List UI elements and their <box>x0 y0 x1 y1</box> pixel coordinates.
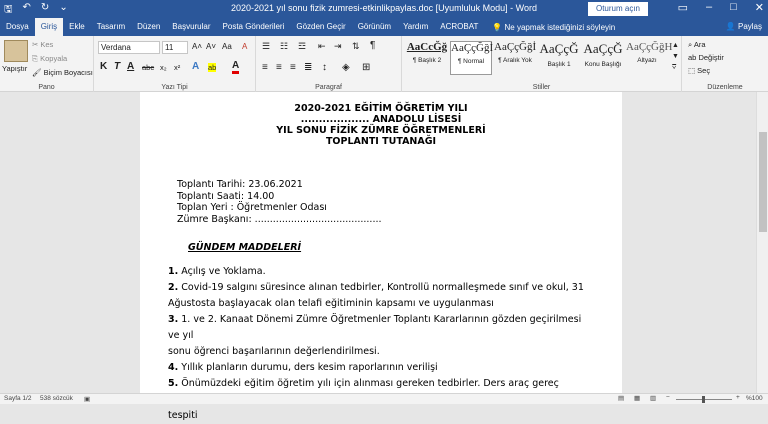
font-color-button[interactable]: A <box>232 61 239 74</box>
style-heading1[interactable]: AaÇçĞ Başlık 1 <box>539 41 579 68</box>
font-group <box>94 36 256 92</box>
zoom-slider-thumb[interactable] <box>702 396 705 403</box>
line-spacing-icon[interactable]: ↕ <box>322 62 327 73</box>
ribbon-options-icon[interactable]: ▭ <box>677 2 688 14</box>
shrink-font-button[interactable]: A˅ <box>206 42 217 51</box>
scrollbar-thumb[interactable] <box>759 132 767 232</box>
header-line: YIL SONU FİZİK ZÜMRE ÖĞRETMENLERİ <box>276 125 486 136</box>
text-effects-button[interactable]: A <box>192 61 200 72</box>
meeting-info <box>177 179 382 225</box>
vertical-scrollbar[interactable] <box>756 92 768 393</box>
tab-review[interactable]: Gözden Geçir <box>296 22 346 31</box>
agenda-title: GÜNDEM MADDELERİ <box>188 242 302 253</box>
tab-help[interactable]: Yardım <box>403 22 429 31</box>
clipboard-group <box>0 36 94 92</box>
title-bar <box>0 0 768 18</box>
tab-home[interactable]: Giriş <box>35 18 63 36</box>
align-right-icon[interactable]: ≡ <box>290 62 296 73</box>
change-case-button[interactable]: Aa <box>222 42 232 51</box>
font-name-box[interactable]: Verdana <box>98 41 160 54</box>
search-icon: ⌕ <box>688 40 694 49</box>
justify-icon[interactable]: ≣ <box>304 62 313 73</box>
window-controls <box>678 1 764 14</box>
font-size-box[interactable]: 11 <box>162 41 188 54</box>
list-item: 5. Önümüzdeki eğitim öğretim yılı için alınması gereken tedbirler. Ders araç gereç tespiti <box>168 378 559 421</box>
read-mode-icon[interactable]: ▤ <box>618 395 625 402</box>
paste-button[interactable]: Yapıştır <box>2 64 28 73</box>
increase-indent-icon[interactable]: ⇥ <box>334 41 342 51</box>
header-line: 2020-2021 EĞİTİM ÖĞRETİM YILI <box>294 103 468 114</box>
numbering-icon[interactable]: ☷ <box>280 41 289 51</box>
proofing-icon[interactable]: ▣ <box>84 396 91 403</box>
italic-button[interactable]: T <box>114 61 121 72</box>
superscript-button[interactable]: x² <box>174 63 181 72</box>
list-item: 3. 1. ve 2. Kanaat Dönemi Zümre Öğretmenler Toplantı Kararlarının gözden geçirilmesi ve yıl sonu öğrenci başarılarının değerlendirilmesi. <box>168 314 582 357</box>
styles-more-icon[interactable]: ⩢ <box>672 64 677 71</box>
paragraph-label: Paragraf <box>315 84 342 91</box>
style-heading2[interactable]: AaCcĞğ ¶ Başlık 2 <box>406 41 448 64</box>
zoom-in-icon[interactable]: + <box>736 394 740 401</box>
paste-icon[interactable] <box>4 40 28 62</box>
info-line: Toplantı Tarihi: 23.06.2021 <box>177 179 303 190</box>
editing-group <box>682 36 768 92</box>
find-button[interactable]: ⌕ Ara <box>688 40 706 49</box>
print-layout-icon[interactable]: ▦ <box>634 395 641 402</box>
shading-icon[interactable]: ◈ <box>342 62 350 73</box>
window-title: 2020-2021 yıl sonu fizik zumresi-etkinlikpaylas.doc [Uyumluluk Modu] - Word <box>231 3 537 13</box>
zoom-level[interactable]: %100 <box>746 395 763 402</box>
multilevel-list-icon[interactable]: ☲ <box>298 41 307 51</box>
document-page[interactable] <box>140 92 622 421</box>
decrease-indent-icon[interactable]: ⇤ <box>318 41 326 51</box>
clipboard-label: Pano <box>38 84 55 91</box>
tab-mailings[interactable]: Posta Gönderileri <box>222 22 285 31</box>
tab-design[interactable]: Tasarım <box>96 22 126 31</box>
styles-scroll-up-icon[interactable]: ▲ <box>672 42 679 49</box>
font-label: Yazı Tipi <box>161 84 188 91</box>
subscript-button[interactable]: x₂ <box>160 63 167 72</box>
styles-scroll-down-icon[interactable]: ▼ <box>672 53 679 60</box>
show-marks-button[interactable]: ¶ <box>370 40 376 51</box>
style-normal[interactable]: AaÇçĞğİ ¶ Normal <box>450 41 492 75</box>
minimize-icon[interactable]: – <box>706 1 713 13</box>
styles-label: Stiller <box>532 84 551 91</box>
styles-group <box>402 36 682 92</box>
style-subtitle[interactable]: AaÇçĞğH Altyazı <box>626 41 673 64</box>
tell-me-search[interactable]: 💡 Ne yapmak istediğinizi söyleyin <box>492 22 616 32</box>
align-center-icon[interactable]: ≡ <box>276 62 282 73</box>
info-line: Toplan Yeri : Öğretmenler Odası <box>177 202 327 213</box>
replace-button[interactable]: ab Değiştir <box>688 53 724 62</box>
undo-icon[interactable]: ↶ <box>22 2 31 13</box>
borders-icon[interactable]: ⊞ <box>362 62 371 73</box>
person-icon: 👤 <box>725 22 738 31</box>
zoom-out-icon[interactable]: − <box>666 394 670 401</box>
replace-icon: ab <box>688 53 699 62</box>
word-count[interactable]: 538 sözcük <box>40 395 73 402</box>
grow-font-button[interactable]: A˄ <box>192 42 203 51</box>
header-line: TOPLANTI TUTANAĞI <box>325 136 437 147</box>
share-button[interactable]: 👤 Paylaş <box>725 22 762 31</box>
underline-button[interactable]: A <box>127 61 135 72</box>
header-line: ................... ANADOLU LİSESİ <box>300 114 462 125</box>
style-no-spacing[interactable]: AaÇçĞğİ ¶ Aralık Yok <box>494 41 537 64</box>
ribbon-tabs <box>0 18 768 36</box>
strikethrough-button[interactable]: abc <box>142 63 155 72</box>
copy-icon: ⎘ <box>32 54 41 63</box>
style-title[interactable]: AaÇçĞ Konu Başlığı <box>583 41 623 68</box>
select-button[interactable]: ⬚ Seç <box>688 66 711 75</box>
status-bar <box>0 393 768 404</box>
clear-format-button[interactable]: A <box>242 42 248 51</box>
tab-acrobat[interactable]: ACROBAT <box>440 22 479 31</box>
save-icon[interactable]: 🖫 <box>4 4 13 15</box>
ribbon <box>0 36 768 92</box>
tab-insert[interactable]: Ekle <box>69 22 85 31</box>
sign-in-button[interactable]: Oturum açın <box>588 2 648 16</box>
copy-button[interactable]: ⎘ Kopyala <box>32 54 68 63</box>
document-header <box>140 103 622 147</box>
bold-button[interactable]: K <box>100 61 108 72</box>
tab-file[interactable]: Dosya <box>6 22 29 31</box>
tab-layout[interactable]: Düzen <box>137 22 161 31</box>
redo-icon[interactable]: ↻ <box>40 2 50 13</box>
web-layout-icon[interactable]: ▥ <box>650 395 657 402</box>
info-line: Toplantı Saati: 14.00 <box>177 190 275 202</box>
align-left-icon[interactable]: ≡ <box>262 62 268 73</box>
info-line: Zümre Başkanı: .......................................... <box>177 213 382 225</box>
highlight-button[interactable]: ab <box>208 63 217 72</box>
page-count[interactable]: Sayfa 1/2 <box>4 395 32 402</box>
select-icon: ⬚ <box>688 66 698 75</box>
lightbulb-icon: 💡 <box>492 22 505 32</box>
paragraph-group <box>256 36 402 92</box>
format-painter-button[interactable]: 🖌 Biçim Boyacısı <box>32 68 93 77</box>
tab-view[interactable]: Görünüm <box>357 22 392 31</box>
customize-qat-icon[interactable]: ⌄ <box>59 2 68 13</box>
sort-icon[interactable]: ⇅ <box>352 41 360 51</box>
list-item: 1. Açılış ve Yoklama. <box>168 266 266 277</box>
bullets-icon[interactable]: ☰ <box>262 41 271 51</box>
brush-icon: 🖌 <box>32 68 44 77</box>
scissors-icon: ✂ <box>32 40 41 49</box>
list-item: 4. Yıllık planların durumu, ders kesim raporlarının verilişi <box>168 362 438 373</box>
tab-references[interactable]: Başvurular <box>172 22 211 31</box>
cut-button[interactable]: ✂ Kes <box>32 40 54 49</box>
close-icon[interactable]: ✕ <box>754 2 764 14</box>
editing-label: Düzenleme <box>707 84 743 91</box>
list-item: 2. Covid-19 salgını süresince alınan tedbirler, Kontrollü normalleşmede sınıf ve okul, 31 Ağustosta başlayacak olan telafi eğitiminin kapsamı ve uygulanması <box>168 282 584 309</box>
maximize-icon[interactable]: □ <box>730 1 737 13</box>
